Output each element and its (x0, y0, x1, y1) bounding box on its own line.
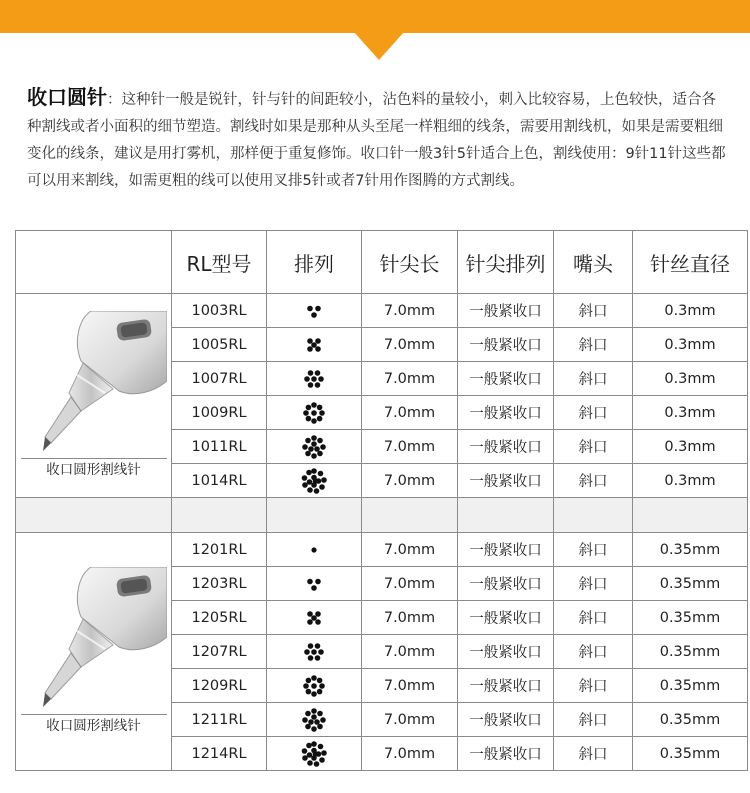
needle-dot (307, 346, 313, 352)
table-header-row (16, 231, 748, 294)
needle-dot (317, 415, 323, 421)
intro-body-text: ：这种针一般是锐针，针与针的间距较小，沾色料的量较小，刺入比较容易，上色较快，适合各种割线或者小面积的细节塑造。割线时如果是那种从头至尾一样粗细的线条，需要用割线机，如果是需要粗细变化的线条，建议是用打雾机，那样便于重复修饰。收口针一般3针5针适合上色，割线使用：9针11针这些都可以用来割线，如需更粗的线可以使用叉排5针或者7针用作图腾的方式割线。 (27, 92, 726, 189)
needle-dot (319, 683, 325, 689)
header-image-cell (16, 231, 172, 294)
arrangement-cell (267, 464, 362, 498)
tip-arrangement-cell: 一般紧收口 (458, 533, 554, 567)
needle-dot (321, 477, 327, 483)
diameter-cell: 0.35mm (633, 703, 748, 737)
tip-length-cell: 7.0mm (362, 567, 458, 601)
needle-dot (318, 470, 324, 476)
diameter-cell: 0.3mm (633, 362, 748, 396)
needle-dot (315, 619, 321, 625)
tip-arrangement-cell: 一般紧收口 (458, 430, 554, 464)
tattoo-needle-cartridge-icon (21, 311, 167, 461)
needle-dot (308, 370, 314, 376)
diameter-cell: 0.3mm (633, 464, 748, 498)
product-image (21, 311, 167, 481)
needle-dot (315, 643, 321, 649)
needle-dot (311, 402, 317, 408)
needle-dot (314, 761, 320, 767)
tip-arrangement-cell: 一般紧收口 (458, 567, 554, 601)
needle-dot (311, 312, 317, 318)
needle-dot (311, 714, 317, 720)
needle-dot (315, 578, 321, 584)
tattoo-needle-cartridge-icon (21, 567, 167, 717)
arrangement-cell (267, 635, 362, 669)
arrangement-cell (267, 362, 362, 396)
model-cell: 1205RL (172, 601, 267, 635)
product-image-caption: 收口圆形割线针 (21, 714, 167, 737)
needle-dot (317, 437, 323, 443)
needle-dot (306, 688, 312, 694)
tip-arrangement-cell: 一般紧收口 (458, 669, 554, 703)
needle-dot (306, 469, 312, 475)
needle-dot (317, 677, 323, 683)
gap-cell (554, 498, 633, 533)
model-cell: 1207RL (172, 635, 267, 669)
needle-dot (315, 305, 321, 311)
needle-dot (307, 578, 313, 584)
diameter-cell: 0.35mm (633, 567, 748, 601)
nozzle-cell: 斜口 (554, 635, 633, 669)
needle-arrangement-dots (299, 569, 329, 599)
tip-arrangement-cell: 一般紧收口 (458, 328, 554, 362)
needle-dot (318, 376, 324, 382)
model-cell: 1005RL (172, 328, 267, 362)
tip-arrangement-cell: 一般紧收口 (458, 635, 554, 669)
needle-dot (320, 444, 326, 450)
tip-arrangement-cell: 一般紧收口 (458, 703, 554, 737)
needle-dot (314, 446, 320, 452)
needle-dot (306, 742, 312, 748)
header-nozzle: 嘴头 (554, 231, 633, 294)
nozzle-cell: 斜口 (554, 737, 633, 771)
gap-cell (458, 498, 554, 533)
header-diameter: 针丝直径 (633, 231, 748, 294)
nozzle-cell: 斜口 (554, 703, 633, 737)
tip-arrangement-cell: 一般紧收口 (458, 396, 554, 430)
needle-dot (319, 410, 325, 416)
needle-dot (305, 437, 311, 443)
tip-length-cell: 7.0mm (362, 396, 458, 430)
tip-length-cell: 7.0mm (362, 328, 458, 362)
arrangement-cell (267, 601, 362, 635)
needle-arrangement-dots (299, 330, 329, 360)
tip-length-cell: 7.0mm (362, 464, 458, 498)
needle-dot (308, 643, 314, 649)
needle-dot (311, 741, 317, 747)
needle-arrangement-dots (299, 296, 329, 326)
needle-dot (311, 615, 317, 621)
arrangement-cell (267, 533, 362, 567)
needle-dot (315, 370, 321, 376)
tip-arrangement-cell: 一般紧收口 (458, 362, 554, 396)
model-cell: 1209RL (172, 669, 267, 703)
needle-dot (319, 484, 325, 490)
needle-dot (308, 655, 314, 661)
table-row (16, 533, 748, 567)
needle-dot (311, 418, 317, 424)
needle-dot (314, 488, 320, 494)
needle-dot (311, 441, 317, 447)
tip-length-cell: 7.0mm (362, 635, 458, 669)
diameter-cell: 0.35mm (633, 669, 748, 703)
needle-dot (304, 649, 310, 655)
nozzle-cell: 斜口 (554, 328, 633, 362)
nozzle-cell: 斜口 (554, 567, 633, 601)
gap-cell (362, 498, 458, 533)
needle-dot (320, 717, 326, 723)
nozzle-cell: 斜口 (554, 430, 633, 464)
tip-length-cell: 7.0mm (362, 669, 458, 703)
arrangement-cell (267, 430, 362, 464)
gap-cell (633, 498, 748, 533)
arrangement-cell (267, 669, 362, 703)
gap-cell (16, 498, 172, 533)
needle-dot (315, 655, 321, 661)
needle-dot (307, 760, 313, 766)
model-cell: 1214RL (172, 737, 267, 771)
model-cell: 1003RL (172, 294, 267, 328)
header-arrangement: 排列 (267, 231, 362, 294)
product-image-cell (16, 533, 172, 771)
needle-arrangement-dots (299, 535, 329, 565)
header-tip-arrangement: 针尖排列 (458, 231, 554, 294)
needle-dot (313, 478, 319, 484)
needle-dot (311, 675, 317, 681)
needle-dot (311, 691, 317, 697)
tip-arrangement-cell: 一般紧收口 (458, 737, 554, 771)
needle-dot (311, 547, 316, 552)
needle-arrangement-dots (299, 705, 329, 735)
needle-dot (304, 376, 310, 382)
header-model: RL型号 (172, 231, 267, 294)
tip-length-cell: 7.0mm (362, 362, 458, 396)
needle-spec-table (15, 230, 748, 771)
product-image-cell (16, 294, 172, 498)
needle-dot (307, 305, 313, 311)
needle-dot (315, 338, 321, 344)
tip-length-cell: 7.0mm (362, 601, 458, 635)
needle-arrangement-dots (299, 398, 329, 428)
top-banner (0, 0, 750, 60)
needle-dot (311, 726, 317, 732)
needle-dot (314, 719, 320, 725)
diameter-cell: 0.3mm (633, 294, 748, 328)
needle-dot (306, 404, 312, 410)
arrangement-cell (267, 396, 362, 430)
model-cell: 1211RL (172, 703, 267, 737)
diameter-cell: 0.35mm (633, 737, 748, 771)
needle-dot (317, 404, 323, 410)
table-body (16, 294, 748, 771)
needle-dot (311, 683, 317, 689)
tip-length-cell: 7.0mm (362, 703, 458, 737)
tip-arrangement-cell: 一般紧收口 (458, 601, 554, 635)
gap-cell (267, 498, 362, 533)
needle-dot (318, 649, 324, 655)
arrangement-cell (267, 567, 362, 601)
needle-dot (306, 415, 312, 421)
needle-dot (311, 342, 317, 348)
model-cell: 1009RL (172, 396, 267, 430)
product-image (21, 567, 167, 737)
group-gap-row (16, 498, 748, 533)
needle-dot (311, 376, 317, 382)
tip-length-cell: 7.0mm (362, 430, 458, 464)
nozzle-cell: 斜口 (554, 396, 633, 430)
needle-dot (313, 751, 319, 757)
diameter-cell: 0.3mm (633, 328, 748, 362)
needle-dot (305, 710, 311, 716)
tip-arrangement-cell: 一般紧收口 (458, 294, 554, 328)
needle-dot (302, 748, 308, 754)
needle-dot (303, 410, 309, 416)
needle-dot (307, 611, 313, 617)
arrangement-cell (267, 703, 362, 737)
needle-dot (311, 468, 317, 474)
model-cell: 1201RL (172, 533, 267, 567)
diameter-cell: 0.3mm (633, 430, 748, 464)
tip-arrangement-cell: 一般紧收口 (458, 464, 554, 498)
needle-dot (308, 382, 314, 388)
needle-dot (311, 435, 317, 441)
diameter-cell: 0.35mm (633, 635, 748, 669)
needle-dot (321, 750, 327, 756)
diameter-cell: 0.3mm (633, 396, 748, 430)
needle-arrangement-dots (299, 637, 329, 667)
model-cell: 1203RL (172, 567, 267, 601)
needle-dot (307, 338, 313, 344)
gap-cell (172, 498, 267, 533)
needle-dot (302, 475, 308, 481)
needle-dot (311, 410, 317, 416)
needle-dot (317, 688, 323, 694)
nozzle-cell: 斜口 (554, 533, 633, 567)
needle-dot (308, 446, 314, 452)
header-tip-length: 针尖长 (362, 231, 458, 294)
needle-dot (311, 453, 317, 459)
needle-dot (311, 708, 317, 714)
needle-arrangement-dots (299, 739, 329, 769)
tip-length-cell: 7.0mm (362, 294, 458, 328)
arrangement-cell (267, 328, 362, 362)
needle-arrangement-dots (299, 364, 329, 394)
needle-dot (307, 752, 313, 758)
needle-arrangement-dots (299, 603, 329, 633)
intro-paragraph (27, 84, 727, 195)
needle-arrangement-dots (299, 671, 329, 701)
model-cell: 1014RL (172, 464, 267, 498)
nozzle-cell: 斜口 (554, 601, 633, 635)
needle-dot (311, 649, 317, 655)
needle-dot (318, 743, 324, 749)
needle-arrangement-dots (299, 432, 329, 462)
nozzle-cell: 斜口 (554, 294, 633, 328)
arrangement-cell (267, 294, 362, 328)
needle-dot (307, 487, 313, 493)
intro-lead-title: 收口圆针 (27, 85, 107, 109)
needle-dot (311, 585, 317, 591)
diameter-cell: 0.35mm (633, 533, 748, 567)
needle-dot (308, 719, 314, 725)
tip-length-cell: 7.0mm (362, 533, 458, 567)
arrangement-cell (267, 737, 362, 771)
product-image-caption: 收口圆形割线针 (21, 458, 167, 481)
nozzle-cell: 斜口 (554, 669, 633, 703)
nozzle-cell: 斜口 (554, 362, 633, 396)
needle-dot (307, 479, 313, 485)
tip-length-cell: 7.0mm (362, 737, 458, 771)
needle-dot (307, 619, 313, 625)
needle-dot (319, 757, 325, 763)
needle-dot (315, 346, 321, 352)
needle-dot (302, 444, 308, 450)
needle-dot (306, 677, 312, 683)
needle-dot (315, 382, 321, 388)
needle-dot (315, 611, 321, 617)
nozzle-cell: 斜口 (554, 464, 633, 498)
model-cell: 1011RL (172, 430, 267, 464)
diameter-cell: 0.35mm (633, 601, 748, 635)
needle-dot (317, 710, 323, 716)
needle-dot (302, 717, 308, 723)
model-cell: 1007RL (172, 362, 267, 396)
needle-dot (303, 683, 309, 689)
table-row (16, 294, 748, 328)
needle-arrangement-dots (299, 466, 329, 496)
